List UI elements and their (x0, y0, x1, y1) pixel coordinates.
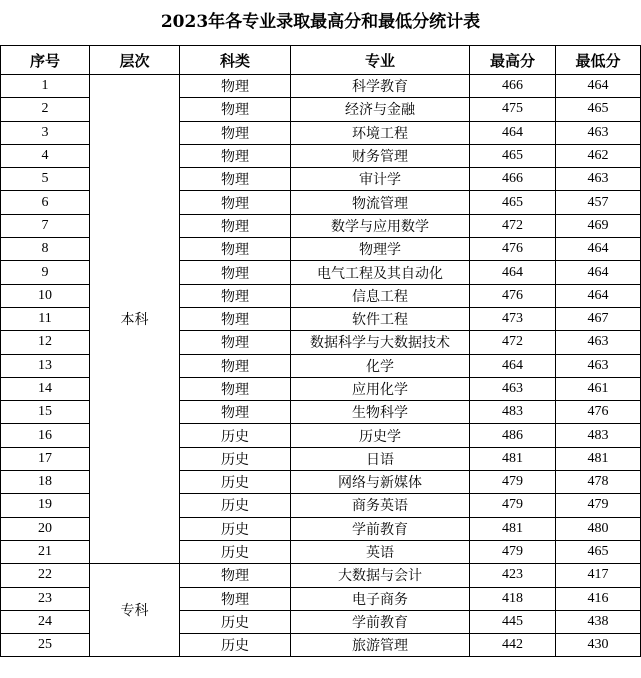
cell-min-score: 457 (556, 191, 641, 214)
cell-major: 物流管理 (291, 191, 470, 214)
cell-major: 软件工程 (291, 307, 470, 330)
cell-max-score: 475 (470, 98, 556, 121)
cell-index: 16 (1, 424, 90, 447)
cell-index: 10 (1, 284, 90, 307)
cell-index: 4 (1, 144, 90, 167)
cell-major: 日语 (291, 447, 470, 470)
cell-subject: 历史 (180, 634, 291, 657)
cell-major: 财务管理 (291, 144, 470, 167)
cell-max-score: 481 (470, 447, 556, 470)
cell-index: 22 (1, 564, 90, 587)
cell-index: 2 (1, 98, 90, 121)
header-index: 序号 (1, 46, 90, 75)
cell-major: 数据科学与大数据技术 (291, 331, 470, 354)
cell-subject: 历史 (180, 610, 291, 633)
cell-subject: 物理 (180, 214, 291, 237)
cell-level: 本科 (90, 75, 180, 564)
cell-max-score: 464 (470, 121, 556, 144)
cell-major: 经济与金融 (291, 98, 470, 121)
cell-major: 电子商务 (291, 587, 470, 610)
cell-min-score: 464 (556, 238, 641, 261)
cell-index: 21 (1, 540, 90, 563)
cell-max-score: 473 (470, 307, 556, 330)
cell-min-score: 467 (556, 307, 641, 330)
cell-subject: 物理 (180, 401, 291, 424)
cell-index: 25 (1, 634, 90, 657)
cell-max-score: 418 (470, 587, 556, 610)
cell-major: 网络与新媒体 (291, 471, 470, 494)
cell-min-score: 478 (556, 471, 641, 494)
cell-subject: 物理 (180, 261, 291, 284)
cell-index: 15 (1, 401, 90, 424)
cell-subject: 历史 (180, 540, 291, 563)
cell-subject: 物理 (180, 564, 291, 587)
header-subject: 科类 (180, 46, 291, 75)
cell-min-score: 417 (556, 564, 641, 587)
cell-min-score: 465 (556, 98, 641, 121)
cell-min-score: 469 (556, 214, 641, 237)
cell-max-score: 466 (470, 168, 556, 191)
cell-subject: 物理 (180, 75, 291, 98)
cell-min-score: 479 (556, 494, 641, 517)
cell-subject: 历史 (180, 447, 291, 470)
header-min-score: 最低分 (556, 46, 641, 75)
cell-index: 14 (1, 377, 90, 400)
table-row (1, 564, 641, 587)
cell-max-score: 476 (470, 284, 556, 307)
cell-index: 17 (1, 447, 90, 470)
cell-index: 13 (1, 354, 90, 377)
cell-major: 科学教育 (291, 75, 470, 98)
score-table (0, 45, 641, 657)
cell-subject: 历史 (180, 471, 291, 494)
cell-major: 数学与应用数学 (291, 214, 470, 237)
cell-min-score: 463 (556, 168, 641, 191)
cell-min-score: 463 (556, 354, 641, 377)
cell-major: 应用化学 (291, 377, 470, 400)
cell-index: 5 (1, 168, 90, 191)
cell-index: 8 (1, 238, 90, 261)
cell-subject: 物理 (180, 238, 291, 261)
cell-min-score: 465 (556, 540, 641, 563)
header-level: 层次 (90, 46, 180, 75)
cell-index: 11 (1, 307, 90, 330)
cell-max-score: 483 (470, 401, 556, 424)
cell-max-score: 465 (470, 191, 556, 214)
cell-max-score: 476 (470, 238, 556, 261)
cell-subject: 物理 (180, 191, 291, 214)
cell-min-score: 464 (556, 261, 641, 284)
header-max-score: 最高分 (470, 46, 556, 75)
cell-min-score: 481 (556, 447, 641, 470)
table-body (1, 75, 641, 657)
cell-max-score: 464 (470, 261, 556, 284)
cell-subject: 物理 (180, 331, 291, 354)
table-row (1, 75, 641, 98)
cell-subject: 物理 (180, 307, 291, 330)
cell-max-score: 463 (470, 377, 556, 400)
cell-major: 化学 (291, 354, 470, 377)
cell-index: 19 (1, 494, 90, 517)
cell-major: 学前教育 (291, 610, 470, 633)
cell-major: 学前教育 (291, 517, 470, 540)
cell-min-score: 463 (556, 121, 641, 144)
cell-subject: 物理 (180, 377, 291, 400)
cell-max-score: 472 (470, 331, 556, 354)
cell-index: 18 (1, 471, 90, 494)
cell-max-score: 479 (470, 494, 556, 517)
cell-max-score: 486 (470, 424, 556, 447)
cell-min-score: 416 (556, 587, 641, 610)
cell-major: 物理学 (291, 238, 470, 261)
cell-major: 旅游管理 (291, 634, 470, 657)
cell-index: 23 (1, 587, 90, 610)
cell-index: 3 (1, 121, 90, 144)
cell-max-score: 479 (470, 471, 556, 494)
cell-min-score: 483 (556, 424, 641, 447)
cell-subject: 历史 (180, 494, 291, 517)
cell-index: 7 (1, 214, 90, 237)
cell-min-score: 476 (556, 401, 641, 424)
cell-min-score: 461 (556, 377, 641, 400)
cell-major: 英语 (291, 540, 470, 563)
cell-min-score: 438 (556, 610, 641, 633)
cell-subject: 物理 (180, 587, 291, 610)
cell-subject: 历史 (180, 424, 291, 447)
cell-max-score: 442 (470, 634, 556, 657)
cell-max-score: 445 (470, 610, 556, 633)
cell-index: 6 (1, 191, 90, 214)
cell-index: 9 (1, 261, 90, 284)
cell-max-score: 481 (470, 517, 556, 540)
header-major: 专业 (291, 46, 470, 75)
cell-min-score: 463 (556, 331, 641, 354)
table-header-row (1, 46, 641, 75)
cell-major: 电气工程及其自动化 (291, 261, 470, 284)
cell-max-score: 479 (470, 540, 556, 563)
page-title: 2023年各专业录取最高分和最低分统计表 (160, 12, 481, 32)
cell-max-score: 472 (470, 214, 556, 237)
cell-major: 生物科学 (291, 401, 470, 424)
cell-max-score: 423 (470, 564, 556, 587)
cell-index: 24 (1, 610, 90, 633)
cell-min-score: 480 (556, 517, 641, 540)
cell-index: 20 (1, 517, 90, 540)
cell-major: 大数据与会计 (291, 564, 470, 587)
cell-major: 商务英语 (291, 494, 470, 517)
cell-min-score: 462 (556, 144, 641, 167)
cell-subject: 历史 (180, 517, 291, 540)
cell-max-score: 464 (470, 354, 556, 377)
cell-index: 1 (1, 75, 90, 98)
cell-subject: 物理 (180, 144, 291, 167)
cell-level: 专科 (90, 564, 180, 657)
cell-index: 12 (1, 331, 90, 354)
cell-subject: 物理 (180, 168, 291, 191)
cell-subject: 物理 (180, 284, 291, 307)
cell-subject: 物理 (180, 354, 291, 377)
cell-max-score: 465 (470, 144, 556, 167)
cell-min-score: 464 (556, 75, 641, 98)
cell-max-score: 466 (470, 75, 556, 98)
cell-major: 环境工程 (291, 121, 470, 144)
cell-subject: 物理 (180, 98, 291, 121)
cell-major: 历史学 (291, 424, 470, 447)
cell-min-score: 430 (556, 634, 641, 657)
cell-subject: 物理 (180, 121, 291, 144)
cell-major: 信息工程 (291, 284, 470, 307)
cell-major: 审计学 (291, 168, 470, 191)
cell-min-score: 464 (556, 284, 641, 307)
